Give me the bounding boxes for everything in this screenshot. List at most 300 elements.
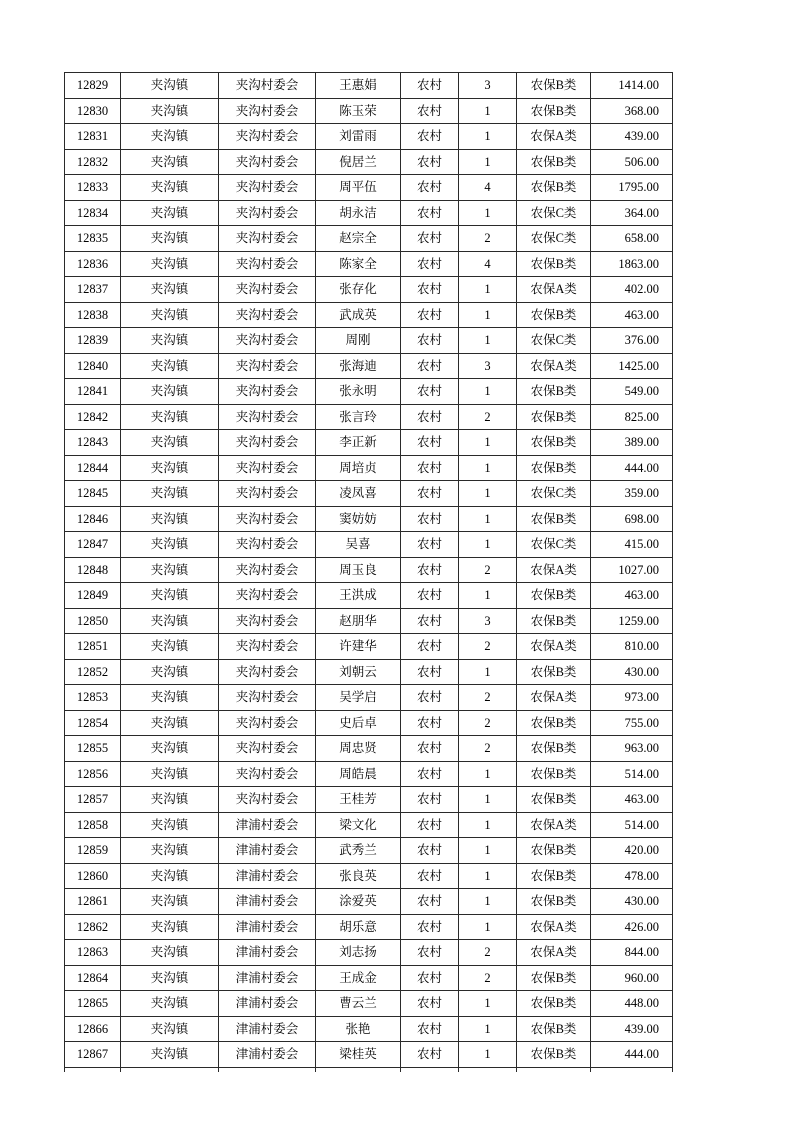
cell-residence-type: 农村: [401, 889, 459, 915]
cell-residence-type: 农村: [401, 379, 459, 405]
cell-amount: 1795.00: [591, 175, 673, 201]
cell-record-id: 12837: [65, 277, 121, 303]
cell-residence-type: 农村: [401, 1042, 459, 1068]
cell-record-id: 12830: [65, 98, 121, 124]
cell-village-committee: 津浦村委会: [219, 1016, 316, 1042]
cell-person-name: 吴学启: [316, 685, 401, 711]
cell-record-id: 12835: [65, 226, 121, 252]
table-row: [65, 736, 673, 762]
cell-village-committee: 夹沟村委会: [219, 634, 316, 660]
cell-person-count: 1: [459, 1016, 517, 1042]
cell-village-committee: 津浦村委会: [219, 863, 316, 889]
cell-amount: 463.00: [591, 583, 673, 609]
table-row: [65, 532, 673, 558]
cell-person-name: 周平伍: [316, 175, 401, 201]
cell-record-id: 12861: [65, 889, 121, 915]
cell-village-committee: 夹沟村委会: [219, 98, 316, 124]
cell-town: 夹沟镇: [121, 200, 219, 226]
cell-person-count: 2: [459, 965, 517, 991]
cell-person-count: 3: [459, 353, 517, 379]
cell-person-count: 2: [459, 226, 517, 252]
cell-empty: [219, 1067, 316, 1072]
table-row: [65, 863, 673, 889]
table-row: [65, 481, 673, 507]
cell-person-name: 曹云兰: [316, 991, 401, 1017]
cell-amount: 478.00: [591, 863, 673, 889]
cell-record-id: 12833: [65, 175, 121, 201]
cell-insurance-category: 农保B类: [517, 761, 591, 787]
table-row: [65, 889, 673, 915]
cell-town: 夹沟镇: [121, 73, 219, 99]
cell-town: 夹沟镇: [121, 379, 219, 405]
cell-residence-type: 农村: [401, 557, 459, 583]
cell-person-name: 武成英: [316, 302, 401, 328]
cell-record-id: 12849: [65, 583, 121, 609]
cell-insurance-category: 农保A类: [517, 634, 591, 660]
cell-insurance-category: 农保B类: [517, 379, 591, 405]
cell-town: 夹沟镇: [121, 914, 219, 940]
cell-amount: 973.00: [591, 685, 673, 711]
cell-person-name: 张海迪: [316, 353, 401, 379]
cell-person-name: 赵朋华: [316, 608, 401, 634]
cell-person-name: 刘雷雨: [316, 124, 401, 150]
cell-town: 夹沟镇: [121, 710, 219, 736]
cell-empty: [401, 1067, 459, 1072]
cell-insurance-category: 农保A类: [517, 914, 591, 940]
cell-record-id: 12843: [65, 430, 121, 456]
cell-record-id: 12860: [65, 863, 121, 889]
cell-person-count: 2: [459, 710, 517, 736]
cell-person-name: 倪居兰: [316, 149, 401, 175]
cell-record-id: 12847: [65, 532, 121, 558]
cell-amount: 1259.00: [591, 608, 673, 634]
cell-amount: 1414.00: [591, 73, 673, 99]
cell-residence-type: 农村: [401, 481, 459, 507]
cell-village-committee: 夹沟村委会: [219, 251, 316, 277]
cell-person-count: 1: [459, 583, 517, 609]
cell-residence-type: 农村: [401, 98, 459, 124]
cell-person-name: 周培贞: [316, 455, 401, 481]
cell-amount: 439.00: [591, 124, 673, 150]
cell-person-count: 1: [459, 914, 517, 940]
cell-amount: 368.00: [591, 98, 673, 124]
cell-village-committee: 夹沟村委会: [219, 226, 316, 252]
cell-residence-type: 农村: [401, 353, 459, 379]
cell-residence-type: 农村: [401, 863, 459, 889]
cell-empty: [591, 1067, 673, 1072]
cell-amount: 359.00: [591, 481, 673, 507]
cell-person-count: 1: [459, 991, 517, 1017]
cell-town: 夹沟镇: [121, 812, 219, 838]
cell-amount: 844.00: [591, 940, 673, 966]
cell-residence-type: 农村: [401, 430, 459, 456]
cell-person-count: 1: [459, 124, 517, 150]
table-row: [65, 787, 673, 813]
cell-town: 夹沟镇: [121, 277, 219, 303]
table-row: [65, 149, 673, 175]
table-row: [65, 965, 673, 991]
cell-person-name: 胡永洁: [316, 200, 401, 226]
table-row: [65, 277, 673, 303]
cell-insurance-category: 农保B类: [517, 991, 591, 1017]
cell-village-committee: 夹沟村委会: [219, 328, 316, 354]
cell-person-name: 王成金: [316, 965, 401, 991]
cell-record-id: 12845: [65, 481, 121, 507]
cell-record-id: 12844: [65, 455, 121, 481]
cell-record-id: 12851: [65, 634, 121, 660]
cell-town: 夹沟镇: [121, 404, 219, 430]
cell-residence-type: 农村: [401, 583, 459, 609]
cell-amount: 439.00: [591, 1016, 673, 1042]
cell-record-id: 12853: [65, 685, 121, 711]
cell-amount: 420.00: [591, 838, 673, 864]
cell-residence-type: 农村: [401, 608, 459, 634]
cell-village-committee: 津浦村委会: [219, 940, 316, 966]
table-row: [65, 353, 673, 379]
cell-village-committee: 夹沟村委会: [219, 149, 316, 175]
cell-residence-type: 农村: [401, 506, 459, 532]
table-row: [65, 124, 673, 150]
cell-amount: 463.00: [591, 302, 673, 328]
cell-insurance-category: 农保B类: [517, 838, 591, 864]
cell-insurance-category: 农保B类: [517, 98, 591, 124]
cell-amount: 430.00: [591, 889, 673, 915]
cell-amount: 506.00: [591, 149, 673, 175]
cell-person-count: 1: [459, 863, 517, 889]
cell-town: 夹沟镇: [121, 506, 219, 532]
cell-village-committee: 夹沟村委会: [219, 532, 316, 558]
cell-insurance-category: 农保B类: [517, 659, 591, 685]
cell-village-committee: 夹沟村委会: [219, 659, 316, 685]
cell-record-id: 12866: [65, 1016, 121, 1042]
cell-person-name: 张言玲: [316, 404, 401, 430]
cell-village-committee: 夹沟村委会: [219, 481, 316, 507]
cell-person-name: 张艳: [316, 1016, 401, 1042]
cell-insurance-category: 农保B类: [517, 1042, 591, 1068]
cell-residence-type: 农村: [401, 404, 459, 430]
cell-person-count: 1: [459, 532, 517, 558]
cell-town: 夹沟镇: [121, 124, 219, 150]
cell-person-name: 梁文化: [316, 812, 401, 838]
cell-amount: 810.00: [591, 634, 673, 660]
cell-empty: [517, 1067, 591, 1072]
cell-residence-type: 农村: [401, 328, 459, 354]
table-row: [65, 761, 673, 787]
cell-insurance-category: 农保B类: [517, 736, 591, 762]
cell-village-committee: 夹沟村委会: [219, 787, 316, 813]
cell-person-count: 1: [459, 761, 517, 787]
cell-record-id: 12842: [65, 404, 121, 430]
cell-amount: 825.00: [591, 404, 673, 430]
cell-residence-type: 农村: [401, 532, 459, 558]
cell-village-committee: 夹沟村委会: [219, 404, 316, 430]
cell-residence-type: 农村: [401, 302, 459, 328]
cell-record-id: 12840: [65, 353, 121, 379]
table-row-partial: [65, 1067, 673, 1072]
cell-person-name: 周皓晨: [316, 761, 401, 787]
cell-person-name: 涂爱英: [316, 889, 401, 915]
cell-amount: 444.00: [591, 1042, 673, 1068]
cell-amount: 402.00: [591, 277, 673, 303]
cell-town: 夹沟镇: [121, 251, 219, 277]
cell-person-name: 武秀兰: [316, 838, 401, 864]
cell-person-count: 1: [459, 328, 517, 354]
table-row: [65, 914, 673, 940]
data-table-container: [64, 72, 676, 1072]
cell-insurance-category: 农保B类: [517, 73, 591, 99]
cell-person-count: 1: [459, 889, 517, 915]
cell-residence-type: 农村: [401, 710, 459, 736]
cell-village-committee: 津浦村委会: [219, 1042, 316, 1068]
table-row: [65, 404, 673, 430]
cell-residence-type: 农村: [401, 200, 459, 226]
cell-record-id: 12855: [65, 736, 121, 762]
cell-village-committee: 夹沟村委会: [219, 736, 316, 762]
table-row: [65, 98, 673, 124]
cell-person-count: 4: [459, 251, 517, 277]
cell-record-id: 12839: [65, 328, 121, 354]
cell-amount: 1863.00: [591, 251, 673, 277]
table-row: [65, 1016, 673, 1042]
table-row: [65, 506, 673, 532]
cell-person-count: 2: [459, 685, 517, 711]
cell-person-name: 刘朝云: [316, 659, 401, 685]
cell-person-name: 赵宗全: [316, 226, 401, 252]
cell-residence-type: 农村: [401, 175, 459, 201]
cell-town: 夹沟镇: [121, 736, 219, 762]
cell-residence-type: 农村: [401, 277, 459, 303]
cell-person-name: 周玉良: [316, 557, 401, 583]
cell-amount: 1425.00: [591, 353, 673, 379]
cell-person-name: 吴喜: [316, 532, 401, 558]
cell-person-count: 1: [459, 1042, 517, 1068]
cell-village-committee: 夹沟村委会: [219, 124, 316, 150]
cell-amount: 415.00: [591, 532, 673, 558]
cell-person-count: 1: [459, 506, 517, 532]
cell-town: 夹沟镇: [121, 353, 219, 379]
cell-amount: 463.00: [591, 787, 673, 813]
cell-insurance-category: 农保B类: [517, 583, 591, 609]
cell-person-count: 1: [459, 838, 517, 864]
table-row: [65, 608, 673, 634]
cell-village-committee: 夹沟村委会: [219, 583, 316, 609]
cell-amount: 444.00: [591, 455, 673, 481]
cell-village-committee: 津浦村委会: [219, 812, 316, 838]
cell-amount: 514.00: [591, 761, 673, 787]
cell-record-id: 12846: [65, 506, 121, 532]
cell-village-committee: 夹沟村委会: [219, 302, 316, 328]
cell-village-committee: 夹沟村委会: [219, 557, 316, 583]
cell-residence-type: 农村: [401, 787, 459, 813]
table-row: [65, 175, 673, 201]
cell-insurance-category: 农保B类: [517, 251, 591, 277]
table-row: [65, 940, 673, 966]
cell-insurance-category: 农保B类: [517, 175, 591, 201]
cell-town: 夹沟镇: [121, 175, 219, 201]
table-body: [65, 73, 673, 1073]
cell-record-id: 12856: [65, 761, 121, 787]
cell-record-id: 12857: [65, 787, 121, 813]
cell-insurance-category: 农保A类: [517, 685, 591, 711]
cell-residence-type: 农村: [401, 812, 459, 838]
cell-person-count: 1: [459, 430, 517, 456]
cell-person-name: 刘志扬: [316, 940, 401, 966]
cell-village-committee: 夹沟村委会: [219, 710, 316, 736]
cell-insurance-category: 农保B类: [517, 863, 591, 889]
table-row: [65, 812, 673, 838]
cell-insurance-category: 农保A类: [517, 353, 591, 379]
cell-town: 夹沟镇: [121, 557, 219, 583]
cell-town: 夹沟镇: [121, 1016, 219, 1042]
cell-person-count: 1: [459, 200, 517, 226]
cell-amount: 658.00: [591, 226, 673, 252]
cell-person-count: 3: [459, 608, 517, 634]
cell-village-committee: 夹沟村委会: [219, 73, 316, 99]
cell-person-name: 张存化: [316, 277, 401, 303]
table-row: [65, 226, 673, 252]
cell-insurance-category: 农保C类: [517, 481, 591, 507]
cell-insurance-category: 农保B类: [517, 506, 591, 532]
cell-town: 夹沟镇: [121, 98, 219, 124]
cell-village-committee: 夹沟村委会: [219, 379, 316, 405]
cell-amount: 514.00: [591, 812, 673, 838]
cell-village-committee: 夹沟村委会: [219, 175, 316, 201]
table-row: [65, 73, 673, 99]
table-row: [65, 659, 673, 685]
cell-record-id: 12859: [65, 838, 121, 864]
cell-person-count: 2: [459, 557, 517, 583]
cell-empty: [121, 1067, 219, 1072]
cell-record-id: 12854: [65, 710, 121, 736]
cell-town: 夹沟镇: [121, 940, 219, 966]
cell-insurance-category: 农保B类: [517, 608, 591, 634]
cell-person-count: 1: [459, 277, 517, 303]
cell-village-committee: 津浦村委会: [219, 965, 316, 991]
cell-record-id: 12865: [65, 991, 121, 1017]
cell-amount: 448.00: [591, 991, 673, 1017]
cell-record-id: 12858: [65, 812, 121, 838]
cell-person-name: 梁桂英: [316, 1042, 401, 1068]
cell-town: 夹沟镇: [121, 226, 219, 252]
cell-amount: 549.00: [591, 379, 673, 405]
cell-residence-type: 农村: [401, 251, 459, 277]
cell-residence-type: 农村: [401, 940, 459, 966]
cell-person-count: 1: [459, 481, 517, 507]
cell-residence-type: 农村: [401, 73, 459, 99]
cell-village-committee: 夹沟村委会: [219, 277, 316, 303]
cell-village-committee: 夹沟村委会: [219, 506, 316, 532]
table-row: [65, 634, 673, 660]
cell-insurance-category: 农保A类: [517, 940, 591, 966]
cell-empty: [65, 1067, 121, 1072]
table-row: [65, 838, 673, 864]
cell-village-committee: 夹沟村委会: [219, 353, 316, 379]
cell-amount: 430.00: [591, 659, 673, 685]
table-row: [65, 685, 673, 711]
cell-record-id: 12829: [65, 73, 121, 99]
cell-town: 夹沟镇: [121, 634, 219, 660]
cell-person-name: 李正新: [316, 430, 401, 456]
cell-insurance-category: 农保B类: [517, 404, 591, 430]
cell-insurance-category: 农保B类: [517, 710, 591, 736]
cell-town: 夹沟镇: [121, 991, 219, 1017]
cell-amount: 963.00: [591, 736, 673, 762]
table-row: [65, 328, 673, 354]
cell-village-committee: 津浦村委会: [219, 914, 316, 940]
cell-person-name: 陈家全: [316, 251, 401, 277]
cell-insurance-category: 农保B类: [517, 302, 591, 328]
cell-residence-type: 农村: [401, 965, 459, 991]
cell-person-count: 4: [459, 175, 517, 201]
table-row: [65, 583, 673, 609]
cell-empty: [316, 1067, 401, 1072]
cell-person-name: 王惠娟: [316, 73, 401, 99]
cell-village-committee: 津浦村委会: [219, 991, 316, 1017]
cell-insurance-category: 农保B类: [517, 889, 591, 915]
cell-person-name: 王洪成: [316, 583, 401, 609]
cell-person-count: 1: [459, 659, 517, 685]
cell-record-id: 12831: [65, 124, 121, 150]
cell-record-id: 12852: [65, 659, 121, 685]
cell-person-name: 陈玉荣: [316, 98, 401, 124]
cell-person-count: 2: [459, 736, 517, 762]
cell-record-id: 12862: [65, 914, 121, 940]
cell-residence-type: 农村: [401, 761, 459, 787]
cell-insurance-category: 农保C类: [517, 226, 591, 252]
cell-person-count: 2: [459, 940, 517, 966]
cell-town: 夹沟镇: [121, 965, 219, 991]
cell-amount: 376.00: [591, 328, 673, 354]
cell-record-id: 12834: [65, 200, 121, 226]
cell-record-id: 12850: [65, 608, 121, 634]
cell-village-committee: 津浦村委会: [219, 889, 316, 915]
cell-person-count: 1: [459, 379, 517, 405]
cell-residence-type: 农村: [401, 455, 459, 481]
cell-record-id: 12836: [65, 251, 121, 277]
cell-amount: 364.00: [591, 200, 673, 226]
cell-amount: 960.00: [591, 965, 673, 991]
cell-town: 夹沟镇: [121, 430, 219, 456]
cell-insurance-category: 农保B类: [517, 1016, 591, 1042]
cell-record-id: 12867: [65, 1042, 121, 1068]
cell-residence-type: 农村: [401, 124, 459, 150]
cell-person-name: 王桂芳: [316, 787, 401, 813]
table-row: [65, 302, 673, 328]
cell-town: 夹沟镇: [121, 838, 219, 864]
cell-town: 夹沟镇: [121, 659, 219, 685]
cell-amount: 1027.00: [591, 557, 673, 583]
cell-insurance-category: 农保C类: [517, 328, 591, 354]
table-row: [65, 455, 673, 481]
cell-insurance-category: 农保C类: [517, 532, 591, 558]
cell-town: 夹沟镇: [121, 608, 219, 634]
cell-person-count: 1: [459, 149, 517, 175]
cell-record-id: 12832: [65, 149, 121, 175]
cell-residence-type: 农村: [401, 991, 459, 1017]
cell-person-count: 2: [459, 634, 517, 660]
cell-residence-type: 农村: [401, 838, 459, 864]
cell-record-id: 12848: [65, 557, 121, 583]
cell-amount: 755.00: [591, 710, 673, 736]
cell-person-name: 周忠贤: [316, 736, 401, 762]
table-row: [65, 379, 673, 405]
cell-person-count: 1: [459, 98, 517, 124]
cell-town: 夹沟镇: [121, 481, 219, 507]
cell-person-count: 1: [459, 302, 517, 328]
cell-person-count: 1: [459, 812, 517, 838]
table-row: [65, 557, 673, 583]
cell-person-name: 张永明: [316, 379, 401, 405]
